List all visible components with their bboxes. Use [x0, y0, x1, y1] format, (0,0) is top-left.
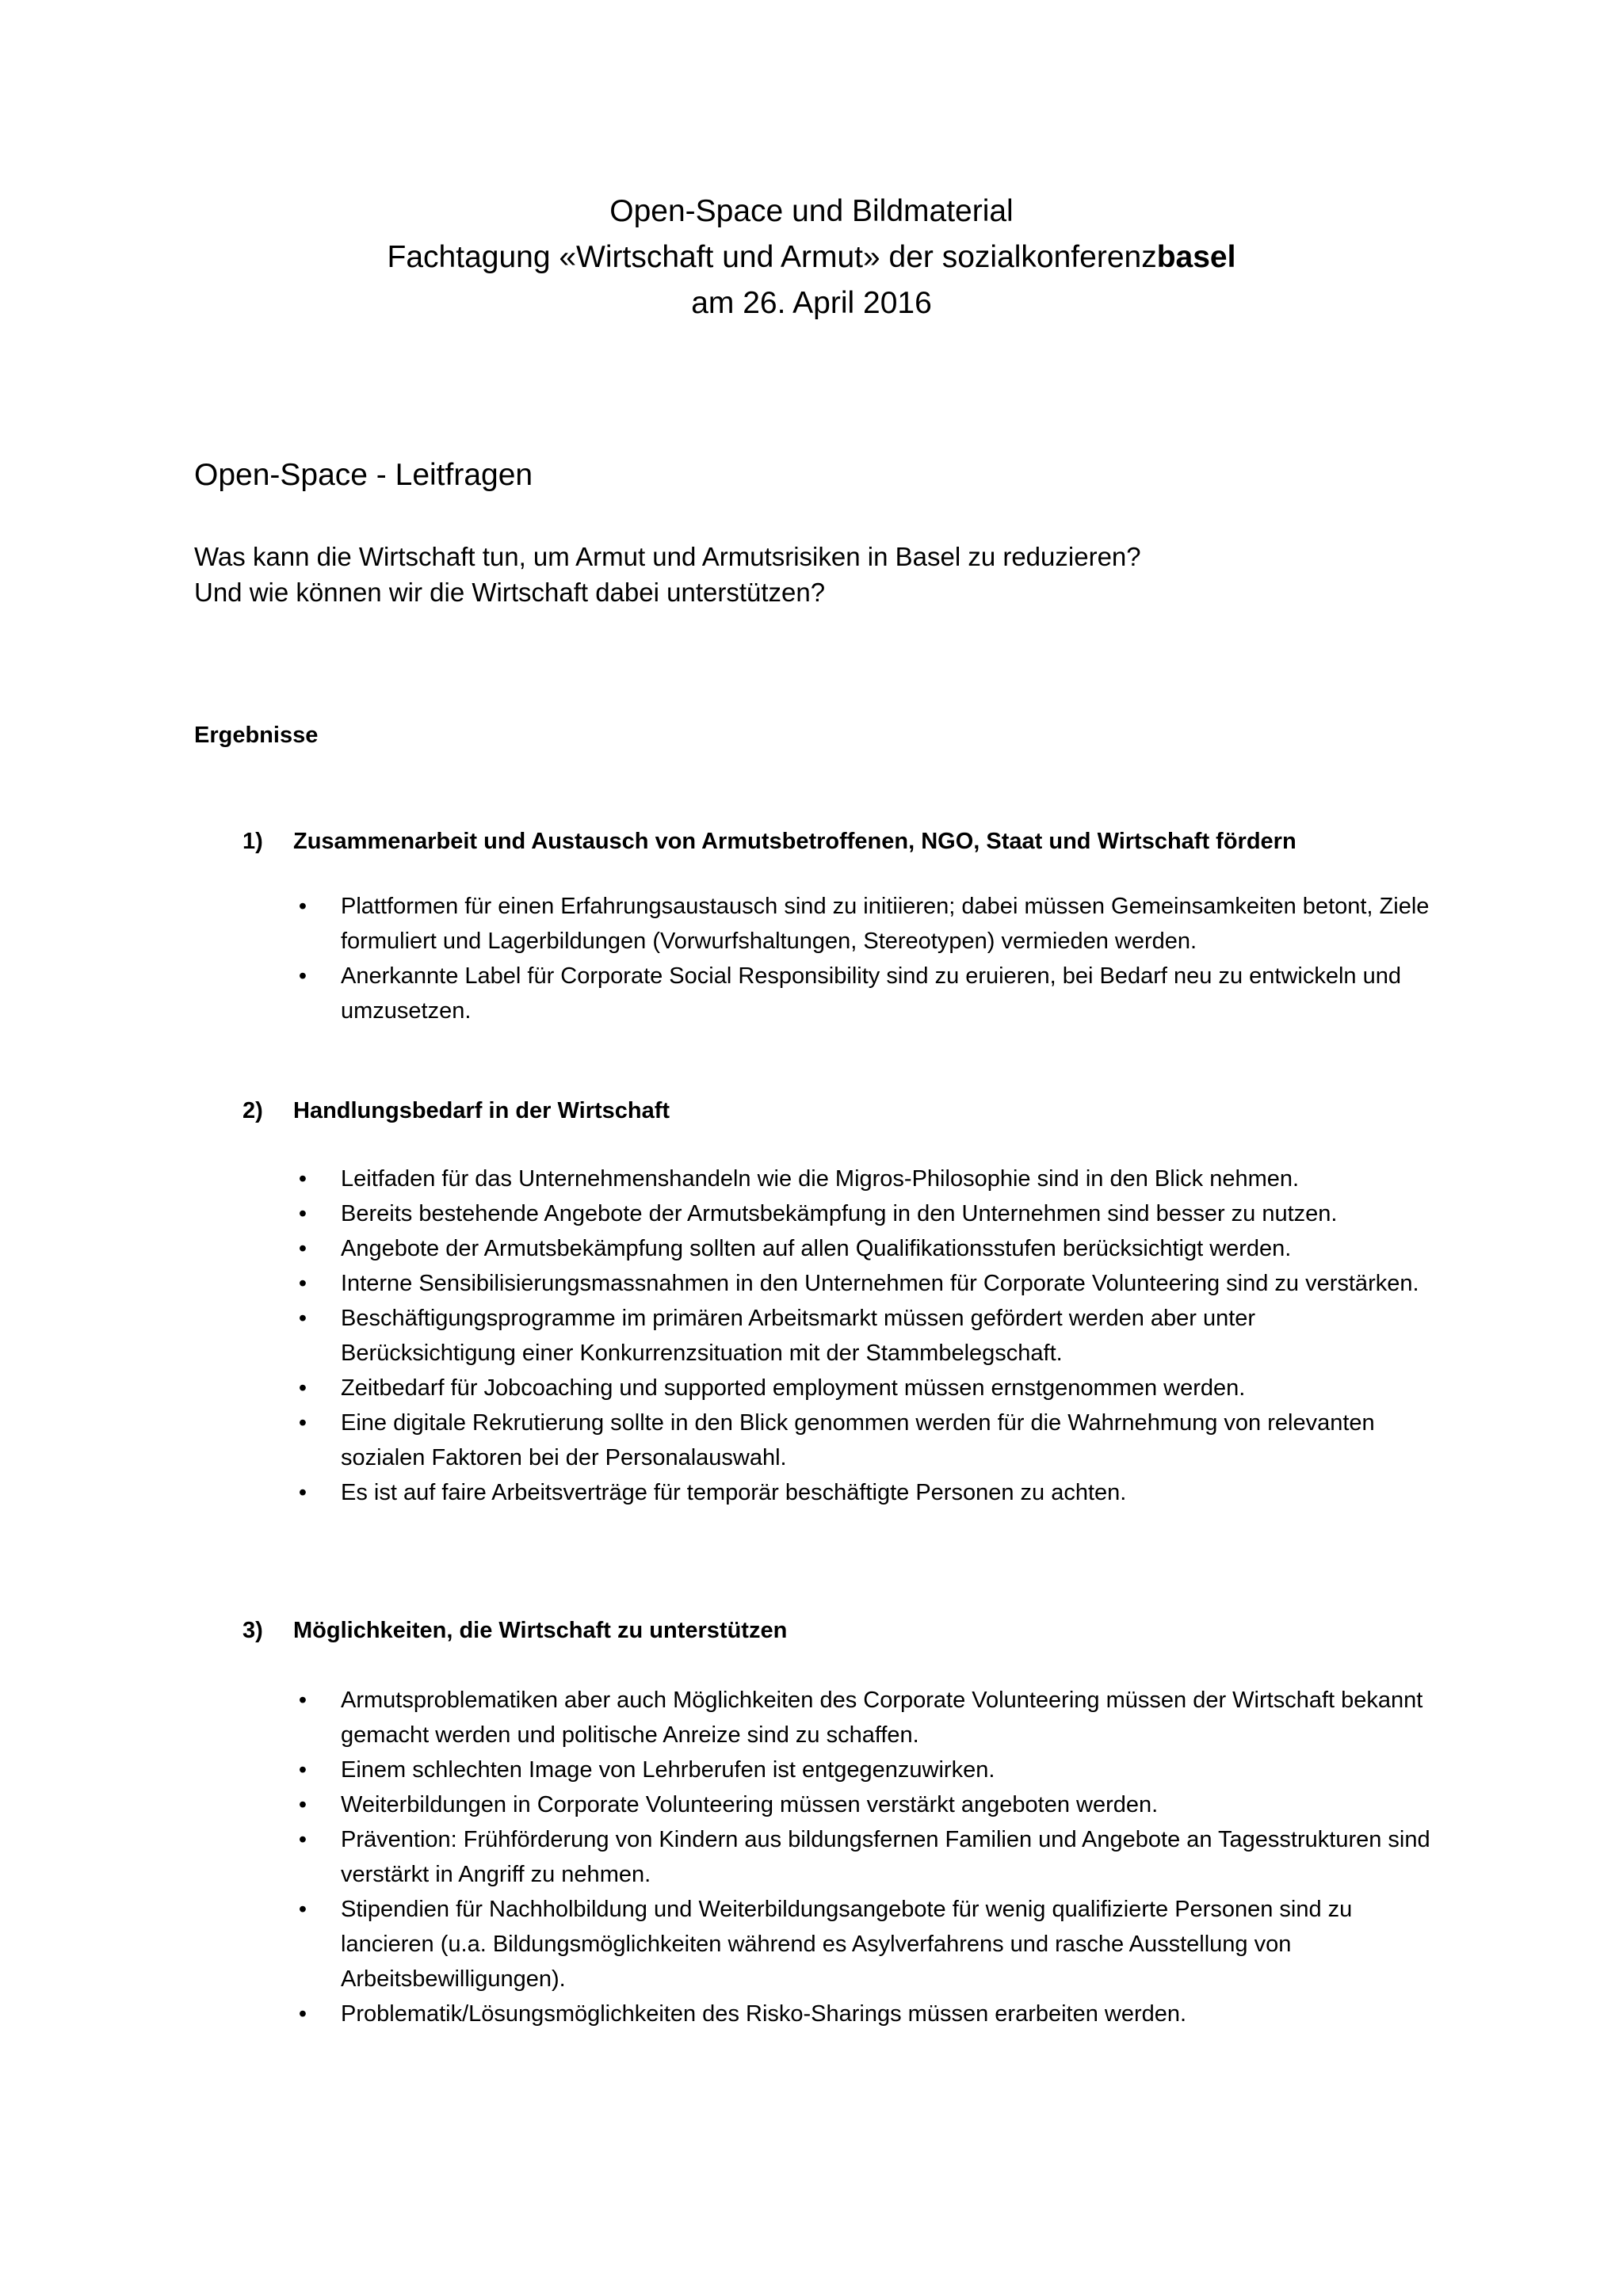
bullet-icon: • — [298, 1306, 307, 1331]
section-3-title: Möglichkeiten, die Wirtschaft zu unterstützen — [293, 1618, 788, 1643]
list-item-text: Beschäftigungsprogramme im primären Arbeitsmarkt müssen gefördert werden aber unter Berücksichtigung einer Konkurrenzsituation mit der Stammbelegschaft. — [341, 1306, 1256, 1366]
section-1-number: 1) — [242, 829, 263, 854]
section-1-title: Zusammenarbeit und Austausch von Armutsbetroffenen, NGO, Staat und Wirtschaft fördern — [293, 829, 1296, 854]
bullet-icon: • — [298, 1480, 307, 1505]
question-1: Was kann die Wirtschaft tun, um Armut und Armutsrisiken in Basel zu reduzieren? — [194, 542, 1141, 571]
list-item-text: Problematik/Lösungsmöglichkeiten des Risko-Sharings müssen erarbeiten werden. — [341, 2001, 1187, 2027]
list-item — [295, 1683, 1436, 1753]
list-item — [295, 889, 1436, 959]
list-item-text: Prävention: Frühförderung von Kindern aus bildungsfernen Familien und Angebote an Tagesstrukturen sind verstärkt in Angriff zu nehmen. — [341, 1827, 1430, 1887]
bullet-icon: • — [298, 1897, 307, 1922]
section-2-number: 2) — [242, 1098, 263, 1123]
list-item — [295, 1997, 1436, 2031]
title-line-1: Open-Space und Bildmaterial — [609, 194, 1014, 228]
bullet-icon: • — [298, 2001, 307, 2027]
bullet-icon: • — [298, 1792, 307, 1817]
list-item — [295, 1405, 1436, 1475]
guiding-questions — [194, 539, 1141, 610]
document-title — [0, 189, 1623, 326]
list-item — [295, 1892, 1436, 1997]
list-item-text: Eine digitale Rekrutierung sollte in den Blick genommen werden für die Wahrnehmung von relevanten sozialen Faktoren bei der Personalauswahl. — [341, 1410, 1375, 1470]
list-item — [295, 1161, 1436, 1196]
bullet-icon: • — [298, 1166, 307, 1192]
list-item-text: Stipendien für Nachholbildung und Weiterbildungsangebote für wenig qualifizierte Personen sind zu lancieren (u.a. Bildungsmöglichkeiten während es Asylverfahrens und rasche Ausstellung von Arbeitsbewilligungen). — [341, 1897, 1353, 1992]
question-2: Und wie können wir die Wirtschaft dabei unterstützen? — [194, 578, 826, 607]
list-item — [295, 1266, 1436, 1301]
title-line-2 — [0, 235, 1623, 280]
section-2-list — [295, 1161, 1436, 1510]
bullet-icon: • — [298, 1236, 307, 1261]
results-label: Ergebnisse — [194, 723, 319, 748]
bullet-icon: • — [298, 1410, 307, 1436]
section-3-number: 3) — [242, 1618, 263, 1643]
list-item — [295, 1787, 1436, 1822]
list-item-text: Anerkannte Label für Corporate Social Responsibility sind zu eruieren, bei Bedarf neu zu entwickeln und umzusetzen. — [341, 963, 1402, 1024]
section-2-heading — [242, 1095, 670, 1127]
list-item-text: Bereits bestehende Angebote der Armutsbekämpfung in den Unternehmen sind besser zu nutzen. — [341, 1201, 1338, 1226]
list-item — [295, 1753, 1436, 1787]
bullet-icon: • — [298, 1375, 307, 1401]
list-item-text: Zeitbedarf für Jobcoaching und supported employment müssen ernstgenommen werden. — [341, 1375, 1246, 1401]
bullet-icon: • — [298, 1201, 307, 1226]
list-item-text: Angebote der Armutsbekämpfung sollten auf allen Qualifikationsstufen berücksichtigt werden. — [341, 1236, 1292, 1261]
list-item — [295, 1301, 1436, 1371]
list-item-text: Interne Sensibilisierungsmassnahmen in den Unternehmen für Corporate Volunteering sind zu verstärken. — [341, 1271, 1419, 1296]
bullet-icon: • — [298, 1757, 307, 1783]
section-3-heading — [242, 1615, 787, 1646]
bullet-icon: • — [298, 1688, 307, 1713]
section-1-heading — [242, 826, 1296, 857]
section-3-list — [295, 1683, 1436, 2031]
bullet-icon: • — [298, 894, 307, 919]
list-item — [295, 1196, 1436, 1231]
section-1-list — [295, 889, 1436, 1028]
title-line-2-text: Fachtagung «Wirtschaft und Armut» der sozialkonferenz — [387, 240, 1157, 274]
list-item-text: Armutsproblematiken aber auch Möglichkeiten des Corporate Volunteering müssen der Wirtschaft bekannt gemacht werden und politische Anreize sind zu schaffen. — [341, 1688, 1423, 1748]
list-item-text: Leitfaden für das Unternehmenshandeln wie die Migros-Philosophie sind in den Blick nehmen. — [341, 1166, 1300, 1192]
bullet-icon: • — [298, 1827, 307, 1852]
list-item-text: Einem schlechten Image von Lehrberufen ist entgegenzuwirken. — [341, 1757, 995, 1783]
section-2-title: Handlungsbedarf in der Wirtschaft — [293, 1098, 670, 1123]
list-item — [295, 1475, 1436, 1510]
list-item-text: Weiterbildungen in Corporate Volunteering müssen verstärkt angeboten werden. — [341, 1792, 1159, 1817]
bullet-icon: • — [298, 963, 307, 989]
list-item — [295, 1371, 1436, 1405]
subheading-leitfragen: Open-Space - Leitfragen — [194, 458, 533, 492]
list-item-text: Es ist auf faire Arbeitsverträge für temporär beschäftigte Personen zu achten. — [341, 1480, 1127, 1505]
list-item — [295, 1822, 1436, 1892]
list-item-text: Plattformen für einen Erfahrungsaustausch sind zu initiieren; dabei müssen Gemeinsamkeiten betont, Ziele formuliert und Lagerbildungen (Vorwurfshaltungen, Stereotypen) vermieden werden. — [341, 894, 1430, 954]
list-item — [295, 1231, 1436, 1266]
list-item — [295, 959, 1436, 1028]
bullet-icon: • — [298, 1271, 307, 1296]
title-line-2-bold: basel — [1156, 240, 1236, 274]
title-line-3: am 26. April 2016 — [691, 286, 932, 320]
